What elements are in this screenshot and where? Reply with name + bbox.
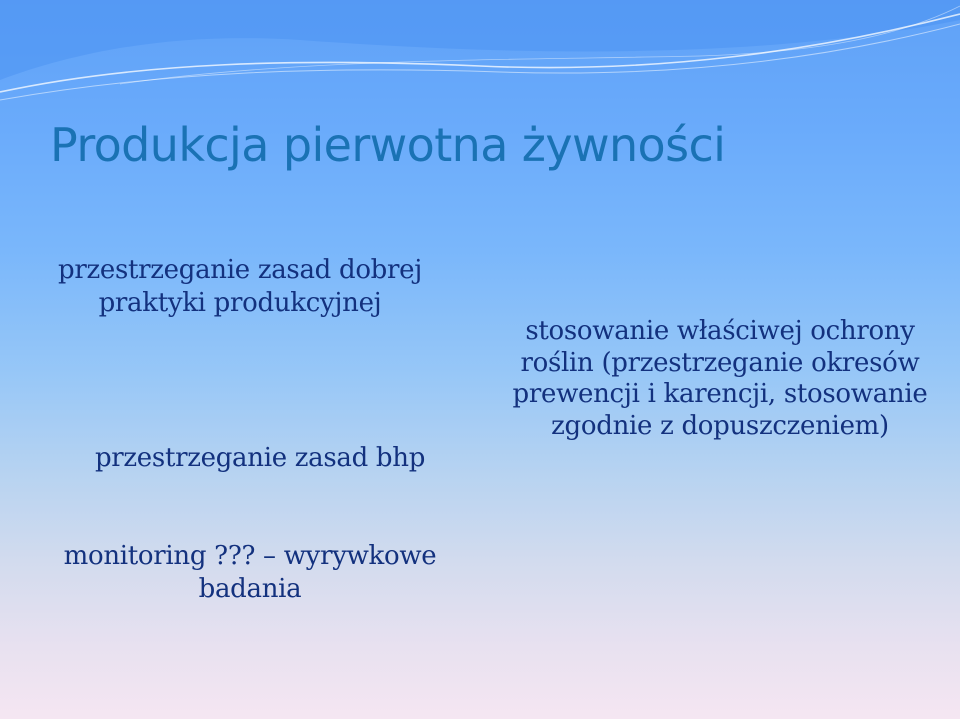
left-item-monitoring: monitoring ??? – wyrywkowe badania bbox=[63, 541, 437, 604]
decorative-waves bbox=[0, 0, 960, 120]
wave-band-upper bbox=[0, 0, 960, 80]
left-item-good-practice: przestrzeganie zasad dobrej praktyki produkcyjnej bbox=[58, 255, 422, 318]
slide-title: Produkcja pierwotna żywności bbox=[50, 118, 726, 172]
right-item-plant-protection: stosowanie właściwej ochrony roślin (przestrzeganie okresów prewencji i karencji, stosowanie zgodnie z dopuszczeniem) bbox=[512, 316, 928, 442]
left-item-bhp: przestrzeganie zasad bhp bbox=[94, 443, 426, 473]
